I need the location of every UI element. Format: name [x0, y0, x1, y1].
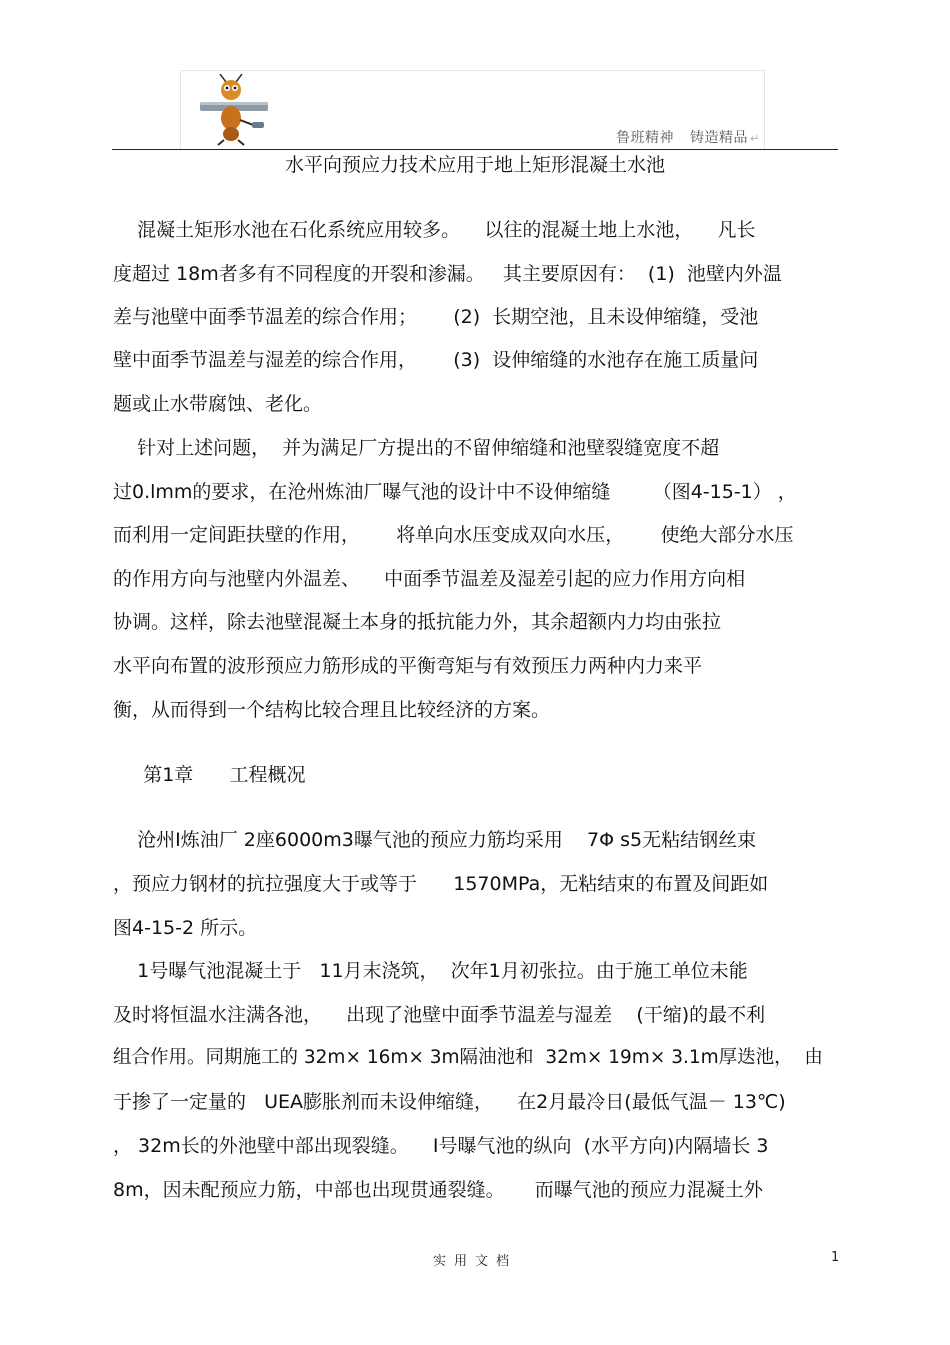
text-line: 图4-15-2 所示。 — [113, 917, 258, 939]
page-number: 1 — [831, 1250, 840, 1265]
text-line: 8m，因未配预应力筋，中部也出现贯通裂缝。 而曝气池的预应力混凝土外 — [113, 1179, 763, 1201]
text-line: ， 32m长的外池壁中部出现裂缝。 Ⅰ号曝气池的纵向 (水平方向)内隔墙长 3 — [113, 1135, 769, 1157]
text-line: 的作用方向与池壁内外温差、 中面季节温差及湿差引起的应力作用方向相 — [113, 568, 746, 590]
chapter-heading: 第1章 工程概况 — [113, 764, 306, 786]
ant-mascot-logo — [196, 74, 272, 146]
text-line: 针对上述问题， 并为满足厂方提出的不留伸缩缝和池壁裂缝宽度不超 — [113, 437, 720, 459]
header-slogan — [616, 127, 760, 147]
text-line: 壁中面季节温差与湿差的综合作用， (3) 设伸缩缝的水池存在施工质量问 — [113, 349, 759, 371]
text-line: 于掺了一定量的 UEA膨胀剂而未设伸缩缝， 在2月最冷日(最低气温－ 13℃) — [113, 1091, 786, 1113]
text-line: 而利用一定间距扶壁的作用， 将单向水压变成双向水压， 使绝大部分水压 — [113, 524, 794, 546]
footer-label: 实用文档 — [432, 1254, 517, 1269]
text-line: 沧州Ⅰ炼油厂 2座6000m3曝气池的预应力筋均采用 7Φ s5无粘结钢丝束 — [113, 829, 757, 851]
text-line: ，预应力钢材的抗拉强度大于或等于 1570MPa，无粘结束的布置及间距如 — [113, 873, 769, 895]
paragraph-mark: ↵ — [750, 132, 760, 145]
text-line: 协调。这样，除去池壁混凝土本身的抵抗能力外，其余超额内力均由张拉 — [113, 611, 722, 633]
text-line: 差与池壁中面季节温差的综合作用； (2) 长期空池，且未设伸缩缝，受池 — [113, 306, 759, 328]
text-line: 混凝土矩形水池在石化系统应用较多。 以往的混凝土地上水池， 凡长 — [113, 219, 756, 241]
text-line: 度超过 18m者多有不同程度的开裂和渗漏。 其主要原因有： (1) 池壁内外温 — [113, 263, 782, 285]
text-line: 及时将恒温水注满各池， 出现了池壁中面季节温差与湿差 (干缩)的最不利 — [113, 1004, 766, 1026]
document-title: 水平向预应力技术应用于地上矩形混凝土水池 — [284, 154, 665, 176]
slogan-left: 鲁班精神 — [616, 130, 674, 146]
header-rule — [112, 149, 838, 150]
text-line: 题或止水带腐蚀、老化。 — [113, 393, 323, 415]
text-line: 衡，从而得到一个结构比较合理且比较经济的方案。 — [113, 699, 551, 721]
slogan-right: 铸造精品 — [690, 130, 748, 146]
text-line: 过0.lmm的要求，在沧州炼油厂曝气池的设计中不设伸缩缝 （图4-15-1） ， — [113, 481, 797, 503]
text-line: 水平向布置的波形预应力筋形成的平衡弯矩与有效预压力两种内力来平 — [113, 655, 703, 677]
text-line: 组合作用。同期施工的 32m× 16m× 3m隔油池和 32m× 19m× 3.1m厚迭池， 由 — [113, 1047, 823, 1068]
text-line: 1号曝气池混凝土于 11月末浇筑， 次年1月初张拉。由于施工单位未能 — [113, 960, 748, 982]
